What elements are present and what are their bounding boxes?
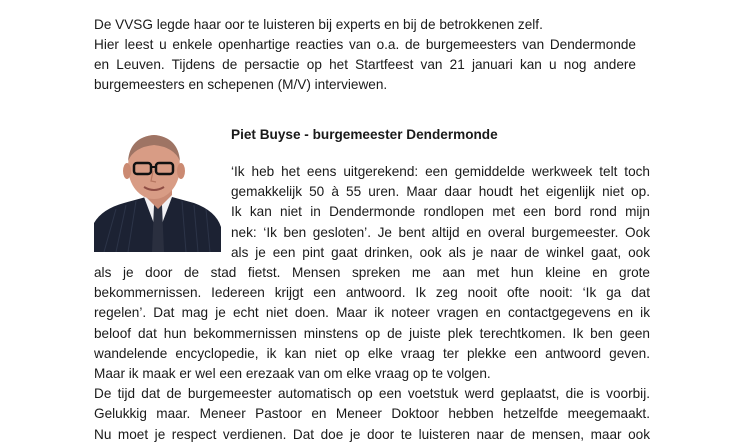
- quote-line: als je door de stad fietst. Mensen spreken me aan met hun kleine en grote: [94, 265, 650, 280]
- quote-line: nek: ‘Ik ben gesloten’. Je bent altijd en overal burgemeester. Ook: [231, 224, 650, 240]
- quote-line: Nu moet je respect verdienen. Dat doe je door te luisteren naar de mensen, maar ook: [94, 426, 650, 442]
- quote-line: ‘Ik heb het eens uitgerekend: een gemiddelde werkweek telt toch: [231, 164, 650, 179]
- quote-beside-photo: [231, 162, 650, 263]
- quote-line: De tijd dat de burgemeester automatisch op een voetstuk werd geplaatst, die is voorbij.: [94, 386, 650, 402]
- quote-full-width: [94, 263, 650, 445]
- intro-line: burgemeesters en schepenen (M/V) interviewen.: [94, 77, 388, 92]
- quote-line: gemakkelijk 50 à 55 uren. Maar daar houdt het eigenlijk niet op.: [231, 184, 650, 200]
- quote-line: Ik kan niet in Dendermonde rondlopen met een bord rond mijn: [231, 204, 650, 220]
- intro-paragraph: [94, 15, 636, 95]
- quote-line: beloof dat hun bekommernissen minstens op de juiste plek terechtkomen. Ik ben geen: [94, 325, 650, 341]
- portrait-illustration: [94, 131, 221, 252]
- profile-heading: Piet Buyse - burgemeester Dendermonde: [231, 127, 498, 142]
- intro-line: De VVSG legde haar oor te luisteren bij experts en bij de betrokkenen zelf.: [94, 17, 543, 32]
- quote-line: Gelukkig maar. Meneer Pastoor en Meneer Doktoor hebben hetzelfde meegemaakt.: [94, 406, 650, 422]
- quote-line: wandelende encyclopedie, ik kan niet op elke vraag ter plekke een antwoord geven.: [94, 345, 650, 361]
- intro-line: Hier leest u enkele openhartige reacties van o.a. de burgemeesters van Dendermonde: [94, 37, 636, 52]
- quote-line: Maar ik maak er wel een erezaak van om elke vraag op te volgen.: [94, 366, 491, 382]
- portrait-photo: [94, 131, 221, 252]
- intro-line: en Leuven. Tijdens de persactie op het Startfeest van 21 januari kan u nog andere: [94, 57, 636, 72]
- quote-line: bekommernissen. Iedereen krijgt een antwoord. Ik zeg nooit ofte nooit: ‘Ik ga dat: [94, 285, 650, 301]
- quote-line: regelen’. Dat mag je echt niet doen. Maar ik noteer vragen en contactgegevens en ik: [94, 305, 650, 321]
- quote-line: als je een pint gaat drinken, ook als je naar de winkel gaat, ook: [231, 244, 650, 260]
